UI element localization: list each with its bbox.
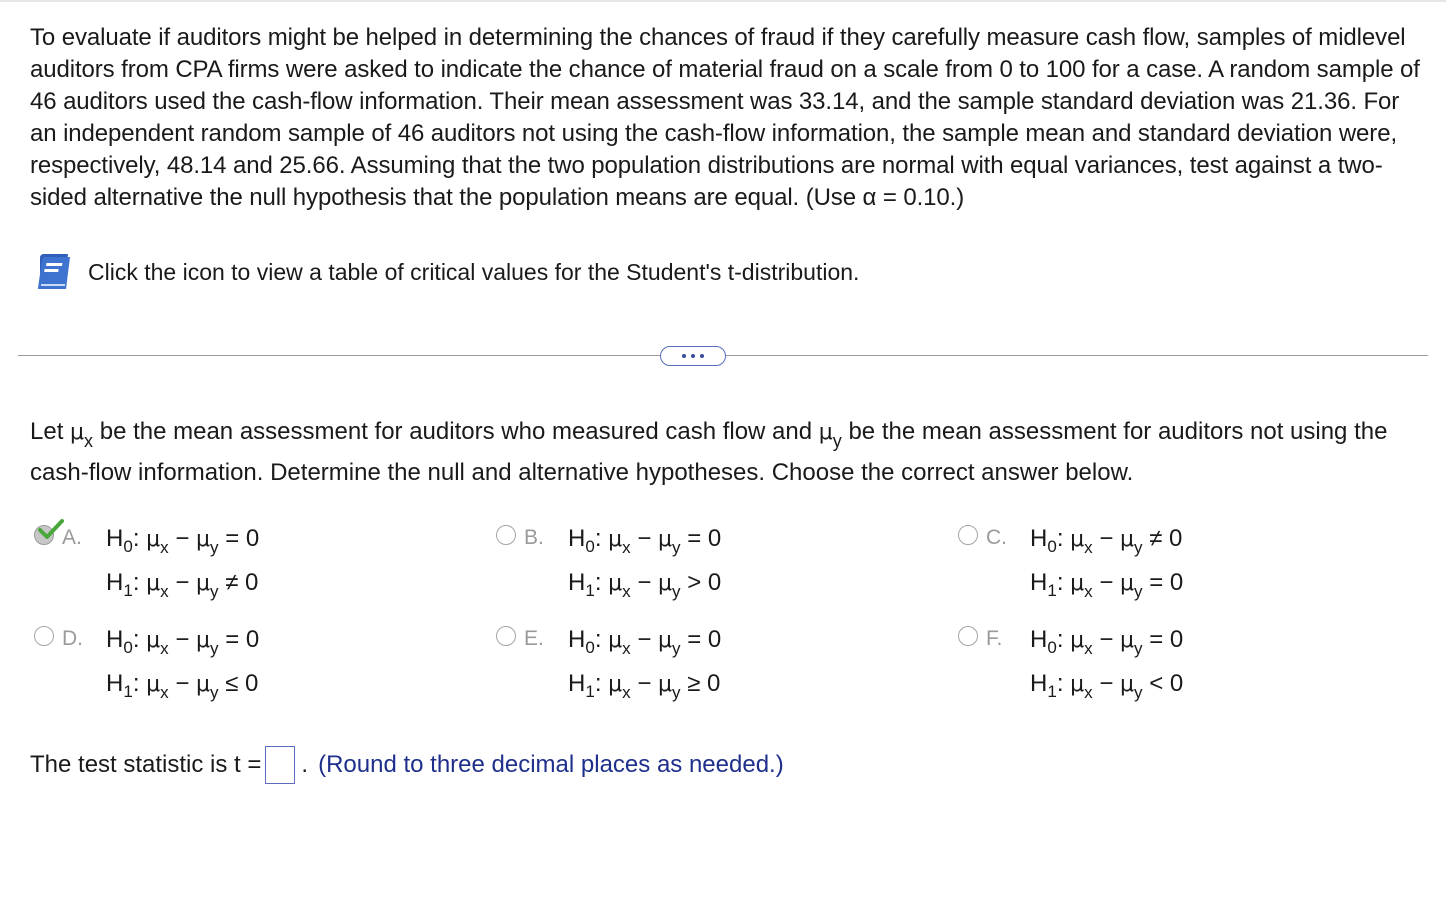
hypothesis-h1: $H_1$: $\mu_x - \mu_y = 0$ — [1030, 569, 1184, 601]
expand-more-button[interactable] — [660, 346, 726, 366]
hypotheses — [1030, 518, 1183, 606]
radio-button[interactable] — [958, 525, 978, 545]
radio-button[interactable] — [496, 525, 516, 545]
option-letter: D. — [62, 627, 83, 650]
hypothesis-h0: $H_0$: $\mu_x - \mu_y = 0$ — [568, 525, 722, 557]
option-d[interactable] — [34, 619, 259, 707]
radio-button[interactable] — [34, 525, 54, 545]
hypotheses — [106, 518, 259, 606]
hypothesis-h1: $H_1$: $\mu_x - \mu_y \ge 0$ — [568, 670, 721, 702]
option-e[interactable] — [496, 619, 721, 707]
hypothesis-h0: $H_0$: $\mu_x - \mu_y = 0$ — [568, 626, 722, 658]
hypotheses — [1030, 619, 1183, 707]
radio-button[interactable] — [958, 626, 978, 646]
hypothesis-h0: $H_0$: $\mu_x - \mu_y = 0$ — [106, 525, 260, 557]
radio-button[interactable] — [496, 626, 516, 646]
option-letter: F. — [986, 627, 1003, 650]
option-b[interactable] — [496, 518, 721, 606]
dot-icon — [700, 354, 704, 358]
option-letter: E. — [524, 627, 544, 650]
option-letter: C. — [986, 526, 1007, 549]
option-letter: B. — [524, 526, 544, 549]
hypothesis-h1: $H_1$: $\mu_x - \mu_y < 0$ — [1030, 670, 1184, 702]
checkmark-icon — [38, 518, 64, 540]
option-letter: A. — [62, 526, 82, 549]
hypotheses — [568, 518, 721, 606]
hypothesis-h1: $H_1$: $\mu_x - \mu_y > 0$ — [568, 569, 722, 601]
answer-row: The test statistic is t = . (Round to three decimal places as needed.) — [30, 746, 784, 784]
option-f[interactable] — [958, 619, 1183, 707]
problem-statement: To evaluate if auditors might be helped in determining the chances of fraud if they carefully measure cash flow, samples of midlevel auditors from CPA firms were asked to indicate the chance of material fraud on a scale from 0 to 100 for a case. A random sample of 46 auditors used the cash-flow information. Their mean assessment was 33.14, and the sample standard deviation was 21.36. For an independent random sample of 46 auditors not using the cash-flow information, the sample mean and standard deviation were, respectively, 48.14 and 25.66. Assuming that the two population distributions are normal with equal variances, test against a two-sided alternative the null hypothesis that the population means are equal. (Use α = 0.10.) — [30, 24, 1420, 211]
book-icon[interactable] — [34, 252, 74, 292]
t-table-link-label[interactable]: Click the icon to view a table of critical values for the Student's t-distribution. — [88, 258, 860, 285]
t-table-link[interactable] — [34, 254, 859, 290]
question-text: Let $\mu_x$ be the mean assessment for auditors who measured cash flow and $\mu_y$ be the mean assessment for auditors not using the cash-flow information. Determine the null and alternative hypotheses. Choose the correct answer below. — [30, 418, 1388, 486]
hypothesis-h0: $H_0$: $\mu_x - \mu_y = 0$ — [1030, 626, 1184, 658]
hypotheses — [568, 619, 721, 707]
option-c[interactable] — [958, 518, 1183, 606]
top-border — [0, 0, 1446, 2]
radio-button[interactable] — [34, 626, 54, 646]
t-statistic-input[interactable] — [265, 746, 295, 784]
dot-icon — [682, 354, 686, 358]
dot-icon — [691, 354, 695, 358]
hypothesis-h0: $H_0$: $\mu_x - \mu_y \ne 0$ — [1030, 525, 1183, 557]
hypotheses — [106, 619, 259, 707]
hypothesis-h0: $H_0$: $\mu_x - \mu_y = 0$ — [106, 626, 260, 658]
option-a[interactable] — [34, 518, 259, 606]
hypothesis-h1: $H_1$: $\mu_x - \mu_y \le 0$ — [106, 670, 259, 702]
hypothesis-h1: $H_1$: $\mu_x - \mu_y \ne 0$ — [106, 569, 259, 601]
